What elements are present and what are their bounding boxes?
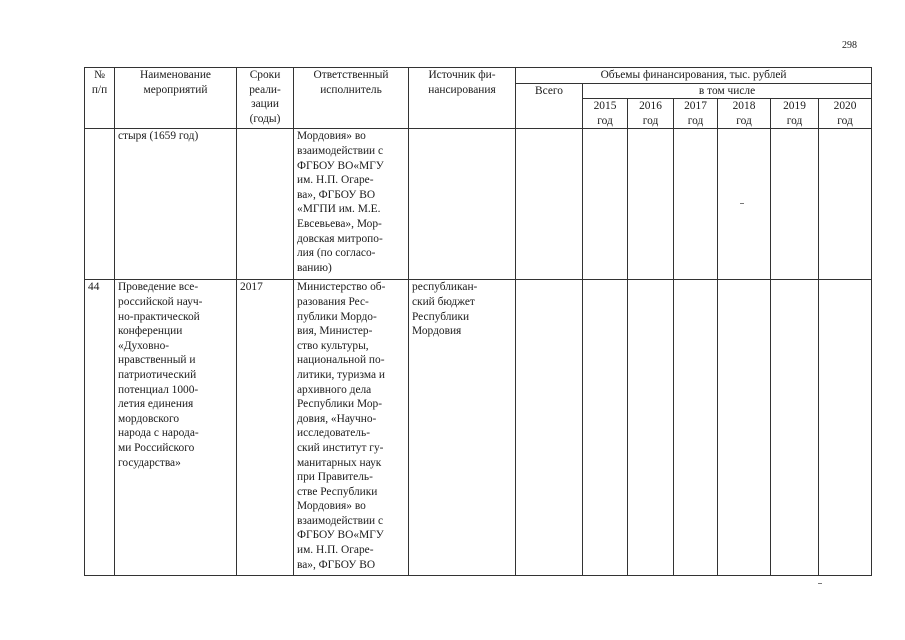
funding-table [84, 67, 872, 576]
row-executor: Министерство об- разования Рес- публики Мордо- вия, Министер- ство культуры, национальной по- литики, туризма и архивного дела Республики Мор- довия, «Научно- исследователь- ский институт гу- манитарных наук при Правитель- стве Республики Мордовия» во взаимодействии с ФГБОУ ВО«МГУ им. Н.П. Огаре- ва», ФГБОУ ВО [294, 280, 409, 576]
row-source [409, 129, 516, 280]
row-name: Проведение все- российской науч- но-практической конференции «Духовно- нравственный и патриотический потенциал 1000- летия единения мордовского народа с народа- ми Российского государства» [115, 280, 237, 576]
row-term [237, 129, 294, 280]
row-year-cell [674, 280, 718, 576]
row-total [516, 280, 583, 576]
row-term: 2017 [237, 280, 294, 576]
scan-speck [740, 203, 744, 204]
header-funding: Объемы финансирования, тыс. рублей [516, 68, 872, 84]
header-year-2020: 2020 год [819, 99, 872, 129]
header-year-2018: 2018 год [718, 99, 771, 129]
row-total [516, 129, 583, 280]
header-year-2016: 2016 год [628, 99, 674, 129]
header-name: Наименование мероприятий [115, 68, 237, 129]
row-source: республикан- ский бюджет Республики Мордовия [409, 280, 516, 576]
header-total: Всего [516, 83, 583, 129]
table-row [85, 280, 872, 576]
table-row [85, 129, 872, 280]
header-number: № п/п [85, 68, 115, 129]
row-year-cell [819, 280, 872, 576]
row-number [85, 129, 115, 280]
header-source: Источник фи- нансирования [409, 68, 516, 129]
header-term: Сроки реали- зации (годы) [237, 68, 294, 129]
scan-speck [818, 583, 822, 584]
row-year-cell [718, 280, 771, 576]
row-year-cell [628, 129, 674, 280]
header-executor: Ответственный исполнитель [294, 68, 409, 129]
header-year-2017: 2017 год [674, 99, 718, 129]
row-year-cell [628, 280, 674, 576]
row-executor: Мордовия» во взаимодействии с ФГБОУ ВО«МГУ им. Н.П. Огаре- ва», ФГБОУ ВО «МГПИ им. М.Е. Евсевьева», Мор- довская митропо- лия (по согласо- ванию) [294, 129, 409, 280]
row-year-cell [718, 129, 771, 280]
row-number: 44 [85, 280, 115, 576]
row-year-cell [583, 280, 628, 576]
row-year-cell [583, 129, 628, 280]
row-year-cell [771, 129, 819, 280]
row-year-cell [674, 129, 718, 280]
header-year-2015: 2015 год [583, 99, 628, 129]
row-name: стыря (1659 год) [115, 129, 237, 280]
page-number: 298 [842, 40, 857, 51]
header-including: в том числе [583, 83, 872, 99]
row-year-cell [771, 280, 819, 576]
header-year-2019: 2019 год [771, 99, 819, 129]
row-year-cell [819, 129, 872, 280]
